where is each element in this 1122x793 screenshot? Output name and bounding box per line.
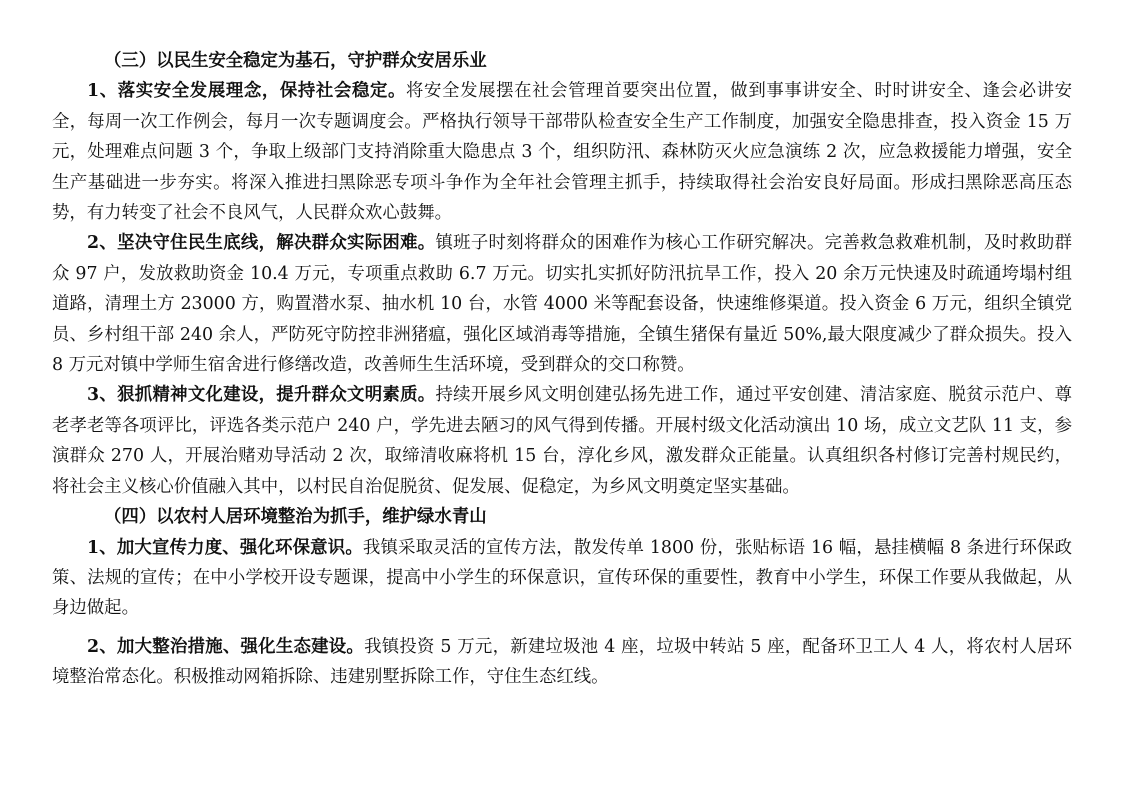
paragraph-lead: 3、狠抓精神文化建设，提升群众文明素质。 [87, 385, 436, 406]
paragraph-text: 将安全发展摆在社会管理首要突出位置，做到事事讲安全、时时讲安全、逢会必讲安全，每周一次工作例会，每月一次专题调度会。严格执行领导干部带队检查安全生产工作制度，加强安全隐患排查，投入资金 15 万元，处理难点问题 3 个，争取上级部门支持消除重大隐患点 3 个，组织防汛、森林防灭火应急演练 2 次，应急救援能力增强，安全生产基础进一步夯实。将深入推进扫黑除恶专项斗争作为全年社会管理主抓手，持续取得社会治安良好局面。形成扫黑除恶高压态势，有力转变了社会不良风气，人民群众欢心鼓舞。 [52, 81, 1072, 224]
paragraph-text: 镇班子时刻将群众的困难作为核心工作研究解决。完善救急救难机制，及时救助群众 97 户，发放救助资金 10.4 万元，专项重点救助 6.7 万元。切实扎实抓好防汛抗旱工作，投入 20 余万元快速及时疏通垮塌村组道路，清理土方 23000 方，购置潜水泵、抽水机 10 台，水管 4000 米等配套设备，快速维修渠道。投入资金 6 万元，组织全镇党员、乡村组干部 240 余人，严防死守防控非洲猪瘟，强化区域消毒等措施，全镇生猪保有量近 50%,最大限度减少了群众损失。投入 8 万元对镇中学师生宿舍进行修缮改造，改善师生生活环境，受到群众的交口称赞。 [52, 233, 1072, 376]
paragraph-lead: 1、加大宣传力度、强化环保意识。 [87, 537, 363, 558]
document-page [52, 46, 1072, 693]
paragraph-lead: 1、落实安全发展理念，保持社会稳定。 [87, 81, 407, 102]
paragraph-safety-stability [52, 76, 1072, 228]
section-heading-4: （四）以农村人居环境整治为抓手，维护绿水青山 [104, 507, 487, 528]
paragraph-livelihood [52, 228, 1072, 380]
paragraph-lead: 2、加大整治措施、强化生态建设。 [87, 636, 365, 657]
section-heading-3: （三）以民生安全稳定为基石，守护群众安居乐业 [104, 51, 487, 71]
paragraph-text: 我镇投资 5 万元，新建垃圾池 4 座，垃圾中转站 5 座，配备环卫工人 4 人，将农村人居环境整治常态化。积极推动网箱拆除、违建别墅拆除工作，守住生态红线。 [52, 636, 1072, 688]
paragraph-publicity [52, 533, 1072, 624]
paragraph-text: 持续开展乡风文明创建弘扬先进工作，通过平安创建、清洁家庭、脱贫示范户、尊老孝老等各项评比，评选各类示范户 240 户，学先进去陋习的风气得到传播。开展村级文化活动演出 10 场，成立文艺队 11 支，参演群众 270 人，开展治赌劝导活动 2 次，取缔清收麻将机 15 台，淳化乡风，激发群众正能量。认真组织各村修订完善村规民约，将社会主义核心价值融入其中，以村民自治促脱贫、促发展、促稳定，为乡风文明奠定坚实基础。 [52, 385, 1072, 497]
paragraph-culture [52, 380, 1072, 502]
paragraph-text: 我镇采取灵活的宣传方法，散发传单 1800 份，张贴标语 16 幅，悬挂横幅 8 条进行环保政策、法规的宣传；在中小学校开设专题课，提高中小学生的环保意识，宣传环保的重要性，教育中小学生，环保工作要从我做起，从身边做起。 [52, 537, 1073, 619]
paragraph-lead: 2、坚决守住民生底线，解决群众实际困难。 [87, 233, 436, 254]
paragraph-ecology [52, 632, 1072, 693]
